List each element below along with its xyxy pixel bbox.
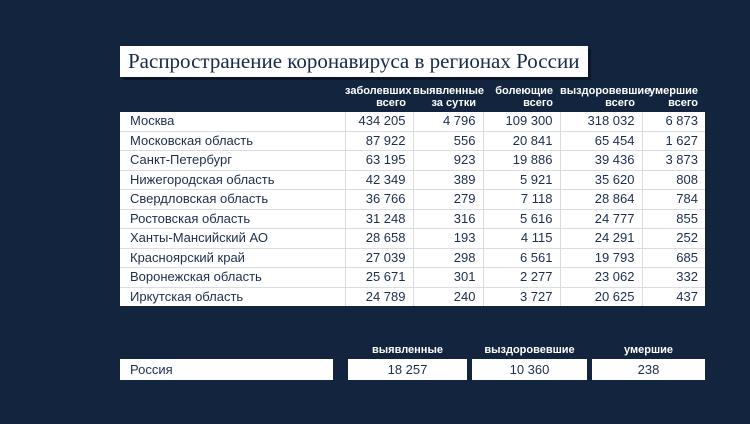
table-row (120, 190, 705, 210)
regions-table-body (120, 112, 705, 306)
region-value: 240 (413, 287, 483, 306)
regions-table (120, 85, 705, 306)
region-value: 318 032 (560, 112, 642, 131)
region-value: 923 (413, 151, 483, 171)
column-header-recovered-total: выздоровевшие всего (560, 85, 651, 109)
regions-table-header (120, 85, 705, 109)
region-value: 19 886 (483, 151, 560, 171)
russia-row-label: Россия (120, 359, 333, 380)
region-value: 4 115 (483, 229, 560, 249)
russia-table (120, 344, 705, 380)
table-row (120, 229, 705, 249)
region-value: 109 300 (483, 112, 560, 131)
region-name: Ростовская область (120, 209, 345, 229)
region-name: Московская область (120, 131, 345, 151)
region-value: 685 (642, 248, 705, 268)
region-value: 7 118 (483, 190, 560, 210)
russia-deaths-value: 238 (592, 359, 705, 380)
table-row (120, 248, 705, 268)
region-value: 784 (642, 190, 705, 210)
russia-recovered-value: 10 360 (472, 359, 587, 380)
region-value: 87 922 (345, 131, 413, 151)
region-value: 316 (413, 209, 483, 229)
table-row (120, 151, 705, 171)
column-header-deaths: умершие (624, 344, 673, 356)
region-value: 20 625 (560, 287, 642, 306)
region-value: 434 205 (345, 112, 413, 131)
table-row (120, 170, 705, 190)
region-value: 5 921 (483, 170, 560, 190)
column-header-infected-total: заболевших всего (345, 85, 412, 109)
table-row (120, 209, 705, 229)
russia-header-spacer (120, 344, 348, 357)
region-value: 301 (413, 268, 483, 288)
region-value: 6 561 (483, 248, 560, 268)
region-value: 23 062 (560, 268, 642, 288)
region-value: 1 627 (642, 131, 705, 151)
region-value: 279 (413, 190, 483, 210)
region-value: 437 (642, 287, 705, 306)
region-value: 24 789 (345, 287, 413, 306)
region-value: 3 873 (642, 151, 705, 171)
region-value: 36 766 (345, 190, 413, 210)
region-value: 5 616 (483, 209, 560, 229)
region-value: 298 (413, 248, 483, 268)
table-row (120, 287, 705, 306)
region-value: 28 658 (345, 229, 413, 249)
region-value: 20 841 (483, 131, 560, 151)
region-value: 39 436 (560, 151, 642, 171)
region-value: 389 (413, 170, 483, 190)
region-value: 808 (642, 170, 705, 190)
region-value: 3 727 (483, 287, 560, 306)
region-value: 193 (413, 229, 483, 249)
region-value: 42 349 (345, 170, 413, 190)
region-name: Красноярский край (120, 248, 345, 268)
column-header-deaths-total: умершие всего (649, 85, 698, 109)
region-name: Свердловская область (120, 190, 345, 210)
region-name: Москва (130, 113, 175, 128)
region-name: Ханты-Мансийский АО (120, 229, 345, 249)
russia-table-header (120, 344, 705, 357)
region-name: Воронежская область (120, 268, 345, 288)
region-value: 332 (642, 268, 705, 288)
region-name: Санкт-Петербург (120, 151, 345, 171)
region-value: 19 793 (560, 248, 642, 268)
region-value: 855 (642, 209, 705, 229)
table-row (120, 112, 705, 131)
column-header-detected: выявленные (372, 344, 443, 356)
column-header-detected-daily: выявленные за сутки (413, 85, 484, 109)
region-name: Нижегородская область (120, 170, 345, 190)
region-value: 28 864 (560, 190, 642, 210)
region-value: 27 039 (345, 248, 413, 268)
table-row (120, 268, 705, 288)
region-value: 6 873 (642, 112, 705, 131)
region-value: 2 277 (483, 268, 560, 288)
russia-table-row (120, 359, 705, 380)
page-title: Распространение коронавируса в регионах России (120, 46, 588, 77)
column-header-region (120, 85, 345, 109)
region-value: 31 248 (345, 209, 413, 229)
table-row (120, 131, 705, 151)
region-value: 63 195 (345, 151, 413, 171)
column-header-sick-total: болеющие всего (495, 85, 553, 109)
column-header-recovered: выздоровевшие (484, 344, 575, 356)
region-value: 556 (413, 131, 483, 151)
region-value: 25 671 (345, 268, 413, 288)
region-value: 24 777 (560, 209, 642, 229)
region-value: 4 796 (413, 112, 483, 131)
region-name: Иркутская область (120, 287, 345, 306)
region-value: 65 454 (560, 131, 642, 151)
region-value: 24 291 (560, 229, 642, 249)
regions-rows (120, 112, 705, 306)
region-value: 252 (642, 229, 705, 249)
region-value: 35 620 (560, 170, 642, 190)
russia-detected-value: 18 257 (348, 359, 467, 380)
